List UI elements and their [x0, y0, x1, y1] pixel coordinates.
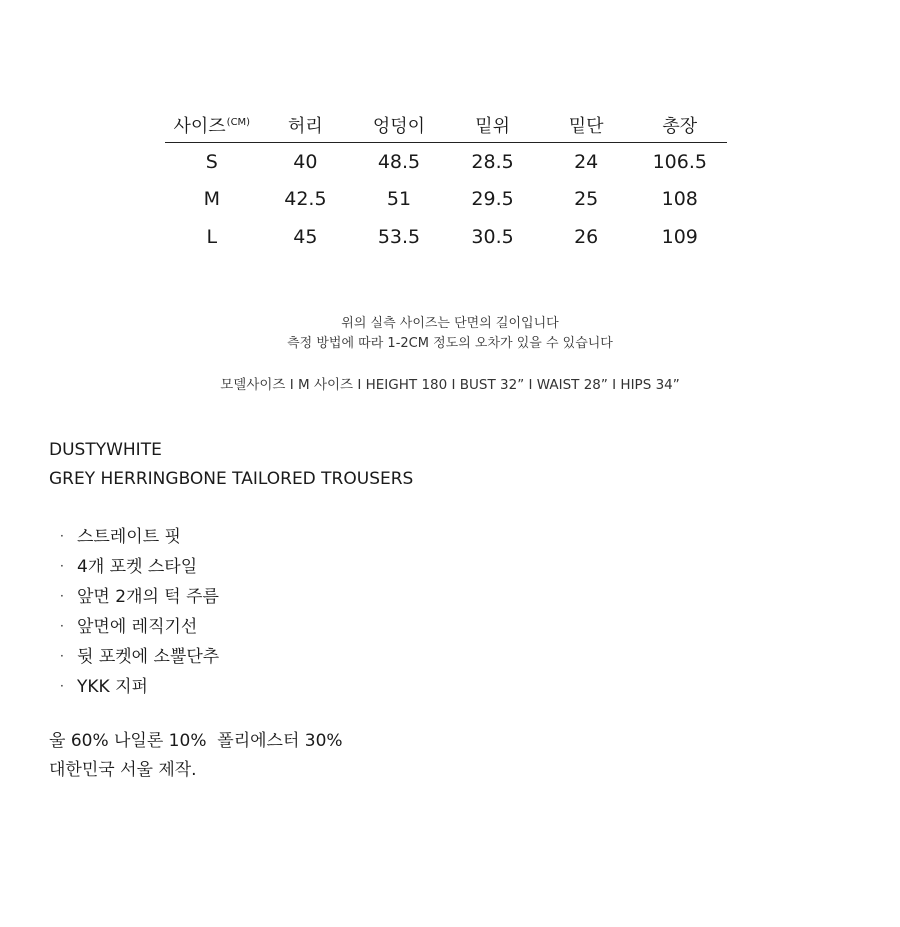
size-table [165, 108, 727, 256]
table-row [165, 181, 727, 219]
feature-text: 앞면 2개의 턱 주름 [77, 587, 219, 607]
table-row [165, 143, 727, 181]
bullet-icon: · [60, 529, 64, 543]
feature-text: YKK 지퍼 [77, 677, 148, 697]
feature-list [60, 522, 219, 702]
list-item [60, 552, 219, 582]
header-waist: 허리 [288, 116, 323, 137]
bullet-icon: · [60, 559, 64, 573]
product-name: GREY HERRINGBONE TAILORED TROUSERS [49, 469, 414, 489]
material-info [49, 727, 343, 785]
cell-rise: 30.5 [471, 225, 514, 248]
bullet-icon: · [60, 589, 64, 603]
cell-hem: 24 [574, 150, 599, 173]
header-unit: (CM) [226, 117, 251, 128]
bullet-icon: · [60, 619, 64, 633]
header-size-label: 사이즈 [173, 116, 226, 137]
cell-length: 108 [661, 188, 698, 211]
header-size [165, 112, 259, 138]
product-info [49, 436, 413, 494]
list-item [60, 612, 219, 642]
feature-text: 4개 포켓 스타일 [77, 557, 198, 577]
measurement-note: 위의 실측 사이즈는 단면의 길이입니다 [341, 316, 559, 331]
cell-hem: 26 [574, 225, 599, 248]
cell-length: 106.5 [652, 150, 707, 173]
feature-text: 스트레이트 핏 [77, 527, 181, 547]
size-table-header [165, 108, 727, 143]
cell-size: L [206, 225, 218, 248]
cell-size: S [205, 150, 218, 173]
cell-waist: 40 [293, 150, 318, 173]
header-hip: 엉덩이 [372, 116, 426, 137]
cell-hip: 53.5 [377, 225, 421, 248]
header-length: 총장 [662, 116, 698, 137]
tolerance-note: 측정 방법에 따라 1-2CM 정도의 오차가 있을 수 있습니다 [287, 336, 613, 351]
header-rise: 밑위 [475, 116, 510, 137]
model-info: 모델사이즈 I M 사이즈 I HEIGHT 180 I BUST 32” I WAIST 28” I HIPS 34” [220, 377, 680, 393]
list-item [60, 522, 219, 552]
cell-length: 109 [661, 225, 698, 248]
list-item [60, 642, 219, 672]
cell-size: M [203, 188, 220, 211]
cell-waist: 45 [293, 225, 318, 248]
cell-rise: 28.5 [471, 150, 514, 173]
product-color: DUSTYWHITE [49, 440, 162, 460]
bullet-icon: · [60, 679, 64, 693]
bullet-icon: · [60, 649, 64, 663]
header-hem: 밑단 [568, 116, 604, 137]
list-item [60, 582, 219, 612]
table-row [165, 218, 727, 256]
cell-hip: 48.5 [377, 150, 421, 173]
material-composition: 울 60% 나일론 10% 폴리에스터 30% [49, 731, 343, 751]
feature-text: 뒷 포켓에 소뿔단추 [77, 647, 220, 667]
list-item [60, 672, 219, 702]
cell-waist: 42.5 [284, 188, 327, 211]
feature-text: 앞면에 레직기선 [77, 617, 198, 637]
cell-rise: 29.5 [471, 188, 514, 211]
cell-hem: 25 [574, 188, 599, 211]
cell-hip: 51 [386, 188, 412, 211]
manufacturing-origin: 대한민국 서울 제작. [49, 760, 197, 780]
